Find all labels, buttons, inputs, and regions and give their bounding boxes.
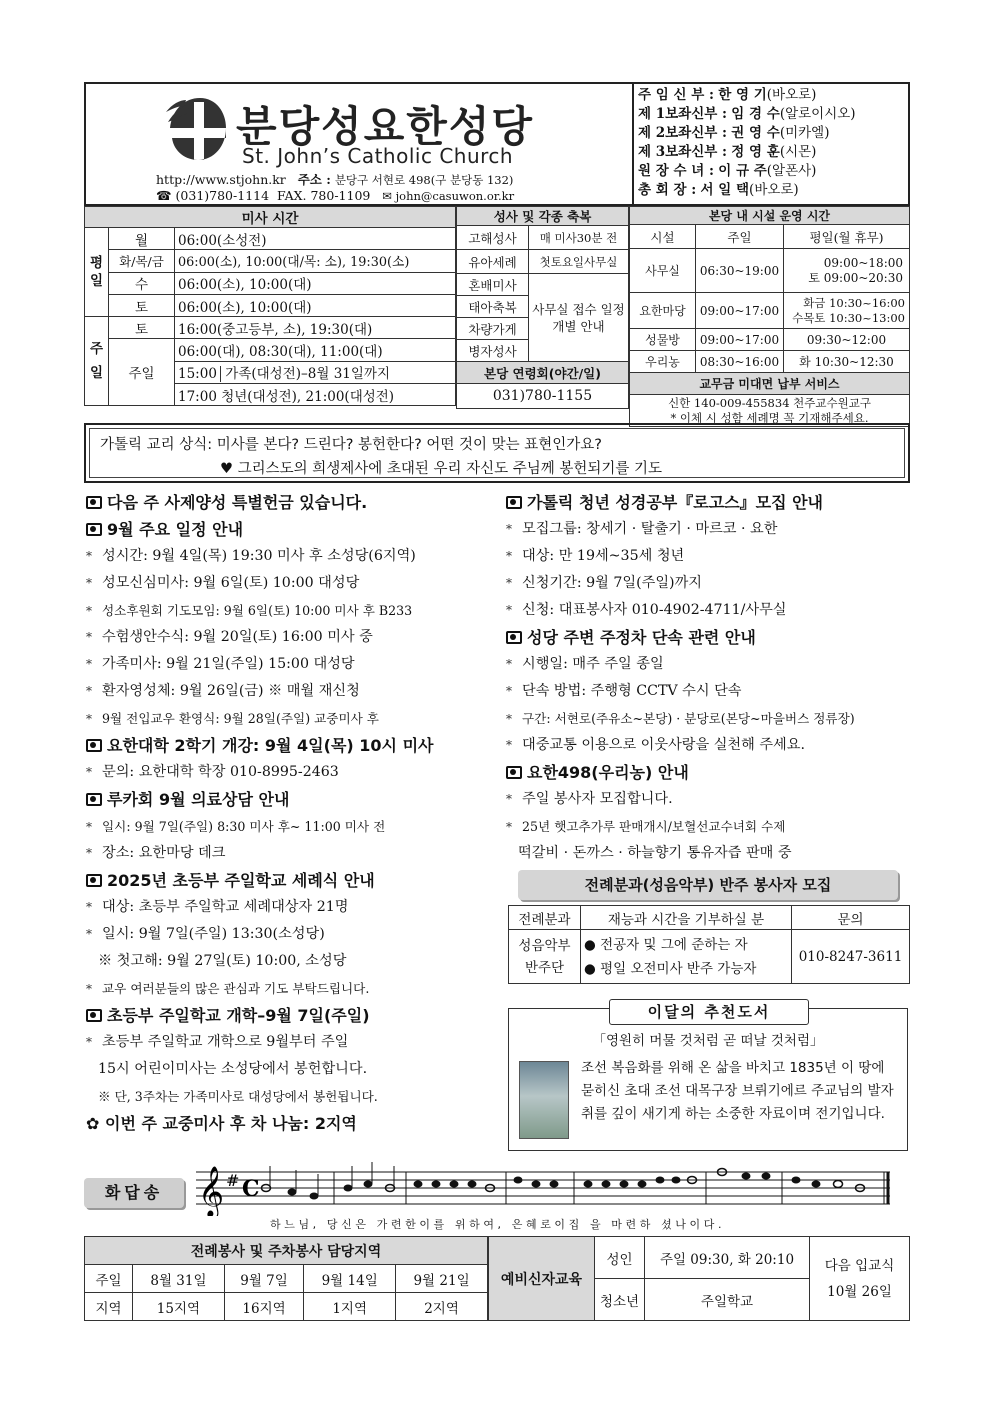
notice-text: 9월 전입교우 환영식: 9월 28일(주일) 교중미사 후 [102, 711, 379, 726]
sacrament-item: 태아축복 [457, 296, 529, 318]
staff-row: 총 회 장 : 서 일 택(바오로) [638, 182, 799, 198]
notice-text: ※ 첫고해: 9월 27일(토) 10:00, 소성당 [98, 953, 347, 969]
notice-text: 주일 봉사자 모집합니다. [522, 791, 673, 807]
notice-text: 수험생안수식: 9월 20일(토) 16:00 미사 중 [102, 629, 373, 645]
baptism-note: 첫토요일사무실 [529, 250, 629, 274]
bullet-icon: * [86, 820, 92, 834]
notice-item [506, 651, 910, 678]
book-cover-image [519, 1061, 569, 1139]
notice-text: 루카회 9월 의료상담 안내 [107, 790, 290, 809]
notice-text: 가톨릭 청년 성경공부『로고스』모집 안내 [527, 493, 824, 512]
notice-title [86, 1002, 496, 1029]
catechism-answer: ♥ 그리스도의 희생제사에 초대된 우리 자신도 주님께 봉헌되기를 기도 [220, 461, 663, 477]
notice-mark-icon [86, 496, 102, 509]
notice-text: 이번 주 교중미사 후 차 나눔: 2지역 [104, 1114, 357, 1133]
book-header: 이달의 추천도서 [609, 999, 809, 1025]
notice-item [86, 759, 496, 786]
bullet-icon: * [86, 927, 92, 941]
bullet-icon: * [86, 712, 92, 726]
duty-region: 1지역 [304, 1293, 396, 1321]
notice-text: 9월 주요 일정 안내 [107, 520, 244, 539]
facility-header: 시설 [630, 225, 696, 249]
notice-item [86, 597, 496, 624]
facility-weekday: 화 10:30~12:30 [784, 351, 910, 373]
logo-block [86, 84, 631, 204]
notice-text: 환자영성체: 9월 26일(금) ※ 매월 재신청 [102, 683, 360, 699]
notice-text: 요한대학 2학기 개강: 9월 4일(목) 10시 미사 [107, 736, 434, 755]
notice-text: 대중교통 이용으로 이웃사랑을 실천해 주세요. [522, 737, 805, 753]
notice-text: 성당 주변 주정차 단속 관련 안내 [527, 628, 756, 647]
notice-text: 초등부 주일학교 개학으로 9월부터 주일 [102, 1034, 349, 1050]
notice-text: 성시간: 9월 4일(목) 19:30 미사 후 소성당(6지역) [102, 548, 416, 564]
notice-text: 15시 어린이미사는 소성당에서 봉헌합니다. [98, 1061, 368, 1077]
notice-item [86, 705, 496, 732]
mass-time: 06:00(대), 08:30(대), 11:00(대) [175, 339, 456, 361]
notice-title [86, 1110, 496, 1137]
duty-table [84, 1236, 488, 1321]
bullet-icon: * [86, 900, 92, 914]
mass-time: 06:00(소성전) [175, 228, 456, 250]
mass-day: 토 [109, 294, 175, 316]
notice-mark-icon [86, 793, 102, 806]
catechumen-title: 예비신자교육 [489, 1237, 595, 1321]
bullet-icon: * [86, 576, 92, 590]
mass-day: 월 [109, 228, 175, 250]
bullet-icon: * [506, 576, 512, 590]
notice-item [86, 543, 496, 570]
notice-text: 문의: 요한대학 학장 010-8995-2463 [102, 764, 339, 780]
notice-text: 요한498(우리농) 안내 [527, 763, 689, 782]
notice-item [506, 516, 910, 543]
bullet-icon: * [86, 765, 92, 779]
book-title: 「영원히 머물 것처럼 곧 떠날 것처럼」 [592, 1033, 824, 1049]
notice-text: 시행일: 매주 주일 종일 [522, 656, 664, 672]
notice-item [506, 678, 910, 705]
council-phone: 031)780-1155 [457, 384, 629, 409]
duty-row-label: 주일 [85, 1265, 133, 1293]
notice-title [506, 489, 910, 516]
duty-region: 16지역 [224, 1293, 303, 1321]
church-name-en: St. John’s Catholic Church [242, 144, 514, 168]
hymn-label: 화답송 [84, 1178, 184, 1208]
duty-region: 2지역 [396, 1293, 488, 1321]
facility-weekday: 09:00~18:00 토 09:00~20:30 [784, 249, 910, 293]
church-logo-icon [164, 92, 230, 166]
notice-item [86, 921, 496, 948]
contact-line-2 [156, 188, 514, 203]
duty-region: 15지역 [133, 1293, 225, 1321]
notice-item [86, 570, 496, 597]
bullet-icon: * [86, 549, 92, 563]
duty-date: 9월 21일 [396, 1265, 488, 1293]
staff-row: 주 임 신 부 : 한 영 기(바오로) [638, 87, 817, 103]
notice-title [86, 516, 496, 543]
sacrament-item: 고해성사 [457, 226, 529, 250]
notice-mark-icon [86, 1009, 102, 1022]
notice-title [86, 732, 496, 759]
notice-mark-icon [506, 631, 522, 644]
notice-mark-icon [86, 739, 102, 752]
duty-row-label: 지역 [85, 1293, 133, 1321]
facility-name: 성물방 [630, 329, 696, 351]
notice-text: 대상: 초등부 주일학교 세례대상자 21명 [102, 899, 349, 915]
mass-day: 주일 [109, 339, 175, 406]
sacraments-title: 성사 및 각종 축복 [457, 207, 629, 226]
facility-weekday: 화금 10:30~16:00 수목토 10:30~13:00 [784, 293, 910, 329]
notice-item [86, 813, 496, 840]
duty-date: 9월 14일 [304, 1265, 396, 1293]
office-note: 사무실 접수 일정 개별 안내 [529, 274, 629, 362]
facilities-title: 본당 내 시설 운영 시간 [630, 207, 910, 225]
notice-text: 성모신심미사: 9월 6일(토) 10:00 대성당 [102, 575, 360, 591]
catechumen-table [488, 1236, 910, 1321]
notice-text: 일시: 9월 7일(주일) 8:30 미사 후~ 11:00 미사 전 [102, 819, 386, 834]
facility-sunday: 08:30~16:00 [696, 351, 784, 373]
facility-name: 사무실 [630, 249, 696, 293]
mass-day: 토 [109, 317, 175, 339]
notice-item [86, 1029, 496, 1056]
bullet-icon: * [506, 603, 512, 617]
facility-header: 평일(월 휴무) [784, 225, 910, 249]
bullet-icon: * [506, 657, 512, 671]
notice-item [86, 651, 496, 678]
catechism-question: 가톨릭 교리 상식: 미사를 본다? 드린다? 봉헌한다? 어떤 것이 맞는 표현인가요? [100, 437, 602, 453]
facility-sunday: 06:30~19:00 [696, 249, 784, 293]
confession-note: 매 미사30분 전 [529, 226, 629, 250]
mass-time: 06:00(소), 10:00(대) [175, 294, 456, 316]
mass-time: 06:00(소), 10:00(대/목: 소), 19:30(소) [175, 250, 456, 272]
sacrament-item: 유아세례 [457, 250, 529, 274]
header [84, 82, 910, 206]
notice-title [86, 786, 496, 813]
notice-item [86, 624, 496, 651]
mass-time-sunday-1700: 17:00 청년(대성전), 21:00(대성전) [175, 384, 456, 406]
notice-item [506, 840, 910, 867]
council-title: 본당 연령회(야간/일) [457, 362, 629, 384]
music-staff [196, 1160, 896, 1216]
notice-text: 떡갈비 · 돈까스 · 하늘향기 통유자즙 판매 중 [518, 845, 792, 861]
notice-item [86, 975, 496, 1002]
flower-icon: ✿ [86, 1114, 105, 1133]
website-link[interactable]: http://www.stjohn.kr [156, 172, 286, 187]
facility-sunday: 09:00~17:00 [696, 293, 784, 329]
notice-text: 단속 방법: 주행형 CCTV 수시 단속 [522, 683, 742, 699]
mass-day: 수 [109, 272, 175, 294]
address-label: 주소 : [297, 172, 331, 187]
duty-date: 8월 31일 [133, 1265, 225, 1293]
catechumen-label: 성인 [595, 1237, 645, 1279]
staff-row: 제 3보좌신부 : 정 영 훈(시몬) [638, 144, 817, 160]
staff-row: 원 장 수 녀 : 이 규 주(알폰사) [638, 163, 817, 179]
bullet-icon: * [86, 684, 92, 698]
notice-item [506, 786, 910, 813]
bullet-icon: * [86, 1035, 92, 1049]
sacrament-item: 차량가게 [457, 318, 529, 340]
notice-item [506, 570, 910, 597]
sunday-label: 주일 [85, 317, 109, 406]
notice-text: 신청: 대표봉사자 010-4902-4711/사무실 [522, 602, 787, 618]
duty-title: 전례봉사 및 주차봉사 담당지역 [85, 1237, 488, 1265]
bullet-icon: * [506, 738, 512, 752]
notice-item [506, 597, 910, 624]
hymn-lyrics: 하느님, 당신은 가련한이를 위하여, 은혜로이집 을 마련하 셨나이다. [270, 1218, 726, 1231]
notice-text: 모집그룹: 창세기 · 탈출기 · 마르코 · 요한 [522, 521, 778, 537]
notice-mark-icon [86, 523, 102, 536]
recruit-header: 전례분과 [509, 906, 581, 930]
bullet-icon: * [506, 549, 512, 563]
notice-text: 2025년 초등부 주일학교 세례식 안내 [107, 871, 375, 890]
recruit-dept: 성음악부 반주단 [509, 930, 581, 984]
notice-item [506, 705, 910, 732]
sacrament-item: 혼배미사 [457, 274, 529, 296]
bullet-icon: * [506, 820, 512, 834]
notice-item [86, 894, 496, 921]
notice-text: 일시: 9월 7일(주일) 13:30(소성당) [102, 926, 325, 942]
dues-info: 신한 140-009-455834 천주교수원교구 * 이체 시 성함 세례명 꼭 기재해주세요. [630, 395, 910, 427]
bullet-icon: * [86, 846, 92, 860]
weekday-label: 평일 [85, 228, 109, 317]
recruit-header: 문의 [792, 906, 910, 930]
notice-title [506, 759, 910, 786]
mass-table-title: 미사 시간 [85, 207, 456, 228]
facility-weekday: 09:30~12:00 [784, 329, 910, 351]
catechumen-label: 청소년 [595, 1279, 645, 1321]
dues-title: 교무금 미대면 납부 서비스 [630, 373, 910, 395]
notice-text: 가족미사: 9월 21일(주일) 15:00 대성당 [102, 656, 355, 672]
notice-item [506, 732, 910, 759]
svg-text:#: # [226, 1171, 240, 1190]
notice-text: 다음 주 사제양성 특별헌금 있습니다. [107, 493, 368, 512]
recruit-header: 재능과 시간을 기부하실 분 [581, 906, 792, 930]
facility-header: 주일 [696, 225, 784, 249]
recruit-table [508, 905, 910, 984]
notice-title [86, 489, 496, 516]
recruit-requirements: ● 전공자 및 그에 준하는 자 ● 평일 오전미사 반주 가능자 [581, 930, 792, 984]
book-recommendation [508, 1003, 908, 1151]
catechumen-time: 주일 09:30, 화 20:10 [645, 1237, 810, 1279]
notice-item [86, 1056, 496, 1083]
phone: ☎ (031)780-1114 [156, 188, 270, 203]
notice-text: 장소: 요한마당 데크 [102, 845, 226, 861]
next-entrance: 다음 입교식 10월 26일 [810, 1237, 910, 1321]
mass-time: 06:00(소), 10:00(대) [175, 272, 456, 294]
recruit-title: 전례분과(성음악부) 반주 봉사자 모집 [518, 870, 898, 900]
catechism-inner [89, 428, 905, 478]
notice-item [86, 840, 496, 867]
facility-sunday: 09:00~17:00 [696, 329, 784, 351]
bullet-icon: * [86, 630, 92, 644]
facility-name: 요한마당 [630, 293, 696, 329]
church-name-ko: 분당성요한성당 [236, 102, 535, 151]
catechism-box [84, 423, 910, 483]
mass-time-table [84, 206, 456, 406]
mass-day: 화/목/금 [109, 250, 175, 272]
mass-time: 16:00(중고등부, 소), 19:30(대) [175, 317, 456, 339]
staff-row: 제 2보좌신부 : 권 영 수(미카엘) [638, 125, 830, 141]
notice-text: 초등부 주일학교 개학–9월 7일(주일) [107, 1006, 370, 1025]
bullet-icon: * [506, 792, 512, 806]
bullet-icon: * [86, 657, 92, 671]
catechumen-time: 주일학교 [645, 1279, 810, 1321]
notice-item [506, 543, 910, 570]
notes [262, 1162, 865, 1200]
address: 분당구 서현로 498(구 분당동 132) [334, 173, 514, 187]
notice-item [86, 678, 496, 705]
sacrament-item: 병자성사 [457, 340, 529, 362]
notice-mark-icon [506, 496, 522, 509]
staff-row: 제 1보좌신부 : 임 경 수(알로이시오) [638, 106, 856, 122]
notices-right [506, 489, 910, 867]
book-description: 조선 복음화를 위해 온 삶을 바치고 1835년 이 땅에 묻히신 초대 조선 대목구장 브뤼기에르 주교님의 발자취를 깊이 새기게 하는 소중한 자료이며 전기입니다. [581, 1060, 894, 1122]
svg-text:C: C [242, 1176, 260, 1202]
notice-item [86, 1083, 496, 1110]
notice-text: 신청기간: 9월 7일(주일)까지 [522, 575, 702, 591]
staff-list [632, 84, 910, 204]
facility-name: 우리농 [630, 351, 696, 373]
sacraments-table [456, 206, 629, 409]
contact-line-1 [156, 170, 513, 188]
notice-title [86, 867, 496, 894]
notice-text: 구간: 서현로(주유소~본당) · 분당로(본당~마을버스 정류장) [522, 711, 855, 726]
notice-text: 대상: 만 19세~35세 청년 [522, 548, 685, 564]
bullet-icon: * [506, 712, 512, 726]
duty-date: 9월 7일 [224, 1265, 303, 1293]
notice-mark-icon [86, 874, 102, 887]
bullet-icon: * [506, 684, 512, 698]
notice-item [86, 948, 496, 975]
notices-left [86, 489, 496, 1137]
svg-text:𝄞: 𝄞 [198, 1166, 225, 1216]
notice-title [506, 624, 910, 651]
facilities-table [629, 206, 910, 427]
notice-text: ※ 단, 3주차는 가족미사로 대성당에서 봉헌됩니다. [98, 1089, 378, 1104]
bullet-icon: * [506, 522, 512, 536]
notice-mark-icon [506, 766, 522, 779]
mass-time-sunday-1500: 15:00 가족(대성전)–8월 31일까지 [175, 361, 456, 383]
notice-text: 25년 햇고추가루 판매개시/보혈선교수녀회 수제 [522, 819, 786, 834]
recruit-contact: 010-8247-3611 [792, 930, 910, 984]
notice-text: 성소후원회 기도모임: 9월 6일(토) 10:00 미사 후 B233 [102, 603, 413, 618]
bullet-icon: * [86, 982, 92, 996]
notice-item [506, 813, 910, 840]
notice-text: 교우 여러분들의 많은 관심과 기도 부탁드립니다. [102, 981, 370, 996]
bullet-icon: * [86, 604, 92, 618]
email-link[interactable]: ✉ john@casuwon.or.kr [382, 189, 515, 203]
fax: FAX. 780-1109 [277, 188, 371, 203]
